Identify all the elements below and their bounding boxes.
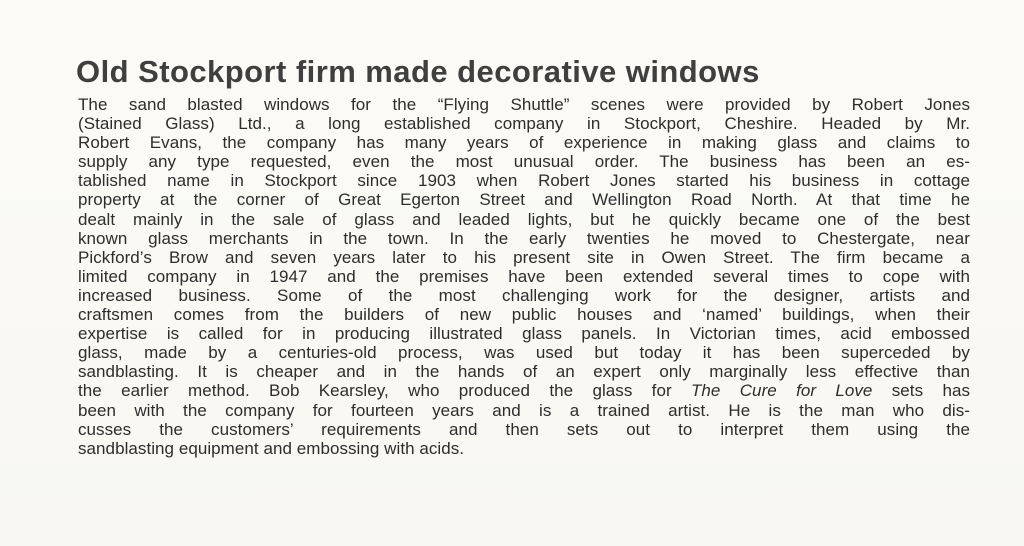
body-line: property at the corner of Great Egerton Street and Wellington Road North. At that time he — [78, 190, 970, 210]
article-body — [78, 95, 970, 458]
body-line: dealt mainly in the sale of glass and leaded lights, but he quickly became one of the best — [78, 209, 970, 229]
body-line: limited company in 1947 and the premises have been extended several times to cope with — [78, 266, 970, 286]
body-line: (Stained Glass) Ltd., a long established company in Stockport, Cheshire. Headed by Mr. — [78, 114, 970, 134]
body-line: Robert Evans, the company has many years of experience in making glass and claims to — [78, 133, 970, 153]
body-line: been with the company for fourteen years and is a trained artist. He is the man who dis- — [78, 400, 970, 420]
body-line: The sand blasted windows for the “Flying Shuttle” scenes were provided by Robert Jones — [78, 95, 970, 114]
body-line: craftsmen comes from the builders of new public houses and ‘named’ buildings, when their — [78, 305, 970, 325]
body-line: known glass merchants in the town. In the early twenties he moved to Chestergate, near — [78, 228, 970, 248]
body-line: sandblasting. It is cheaper and in the hands of an expert only marginally less effective than — [78, 362, 970, 382]
body-line: increased business. Some of the most challenging work for the designer, artists and — [78, 285, 970, 305]
body-line: tablished name in Stockport since 1903 when Robert Jones started his business in cottage — [78, 171, 970, 191]
body-line-segment: the earlier method. Bob Kearsley, who produced the glass for — [78, 381, 691, 401]
body-line: sandblasting equipment and embossing with acids. — [78, 438, 465, 458]
film-title: The Cure for Love — [690, 381, 873, 401]
body-line: supply any type requested, even the most unusual order. The business has been an es- — [78, 152, 970, 172]
body-line-segment: sets has — [872, 381, 970, 401]
article-headline: Old Stockport firm made decorative windows — [76, 54, 760, 89]
body-line: Pickford’s Brow and seven years later to his present site in Owen Street. The firm became a — [78, 247, 970, 267]
body-line: cusses the customers’ requirements and then sets out to interpret them using the — [78, 419, 970, 439]
body-line: glass, made by a centuries-old process, was used but today it has been superceded by — [78, 343, 970, 363]
body-line-with-title — [78, 381, 970, 400]
body-line: expertise is called for in producing illustrated glass panels. In Victorian times, acid embossed — [78, 324, 970, 344]
article — [76, 52, 972, 458]
